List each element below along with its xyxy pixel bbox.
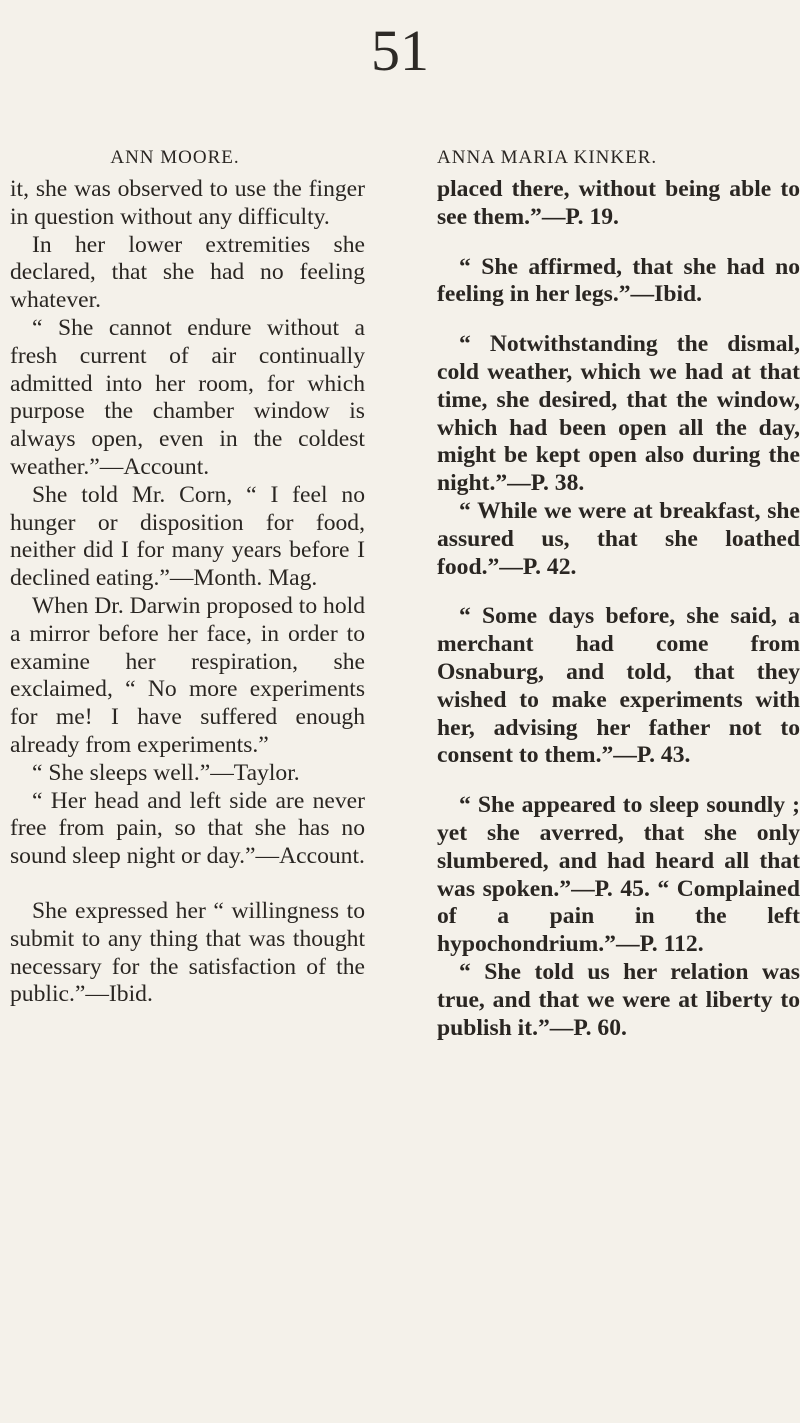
left-paragraph-5: When Dr. Darwin proposed to hold a mirror before her face, in order to examine her respiration, she exclaimed, “ No more experiments for me! I have suffered enough already from experiments.” [10,592,365,758]
right-paragraph-2: “ She affirmed, that she had no feeling in her legs.”—Ibid. [437,253,800,308]
right-paragraph-6: “ She appeared to sleep soundly ; yet she averred, that she only slumbered, and had heard all that was spoken.”—P. 45. “ Complained of a pain in the left hypochondrium.”—P. 112. [437,792,800,958]
left-paragraph-6: “ She sleeps well.”—Taylor. [32,759,300,786]
right-paragraph-5: “ Some days before, she said, a merchant had come from Osnaburg, and told, that they wished to make experiments with her, advising her father not to consent to them.”—P. 43. [437,603,800,769]
right-paragraph-1: placed there, without being able to see them.”—P. 19. [437,176,800,230]
left-paragraph-8: She expressed her “ willingness to submit to any thing that was thought necessary for the satisfaction of the public.”—Ibid. [10,897,365,1008]
right-column [437,148,800,1042]
left-paragraph-4: She told Mr. Corn, “ I feel no hunger or disposition for food, neither did I for many years before I declined eating.”—Month. Mag. [10,481,365,592]
left-paragraph-1: it, she was observed to use the finger in question without any difficulty. [10,176,365,230]
right-paragraph-3: “ Notwithstanding the dismal, cold weather, which we had at that time, she desired, that the window, which had been open all the day, might be kept open also during the night.”—P. 38. [437,331,800,497]
left-paragraph-3: “ She cannot endure without a fresh current of air continually admitted into her room, for which purpose the chamber window is always open, even in the coldest weather.”—Account. [10,314,365,480]
left-paragraph-2: In her lower extremities she declared, that she had no feeling whatever. [10,231,365,314]
right-column-heading: ANNA MARIA KINKER. [437,147,658,168]
right-paragraph-4: “ While we were at breakfast, she assured us, that she loathed food.”—P. 42. [437,497,800,580]
page-number: 51 [371,18,429,83]
left-column [10,148,365,1009]
left-paragraph-7: “ Her head and left side are never free from pain, so that she has no sound sleep night or day.”—Account. [10,787,365,870]
right-paragraph-7: “ She told us her relation was true, and that we were at liberty to publish it.”—P. 60. [437,958,800,1041]
left-column-heading: ANN MOORE. [110,147,240,168]
